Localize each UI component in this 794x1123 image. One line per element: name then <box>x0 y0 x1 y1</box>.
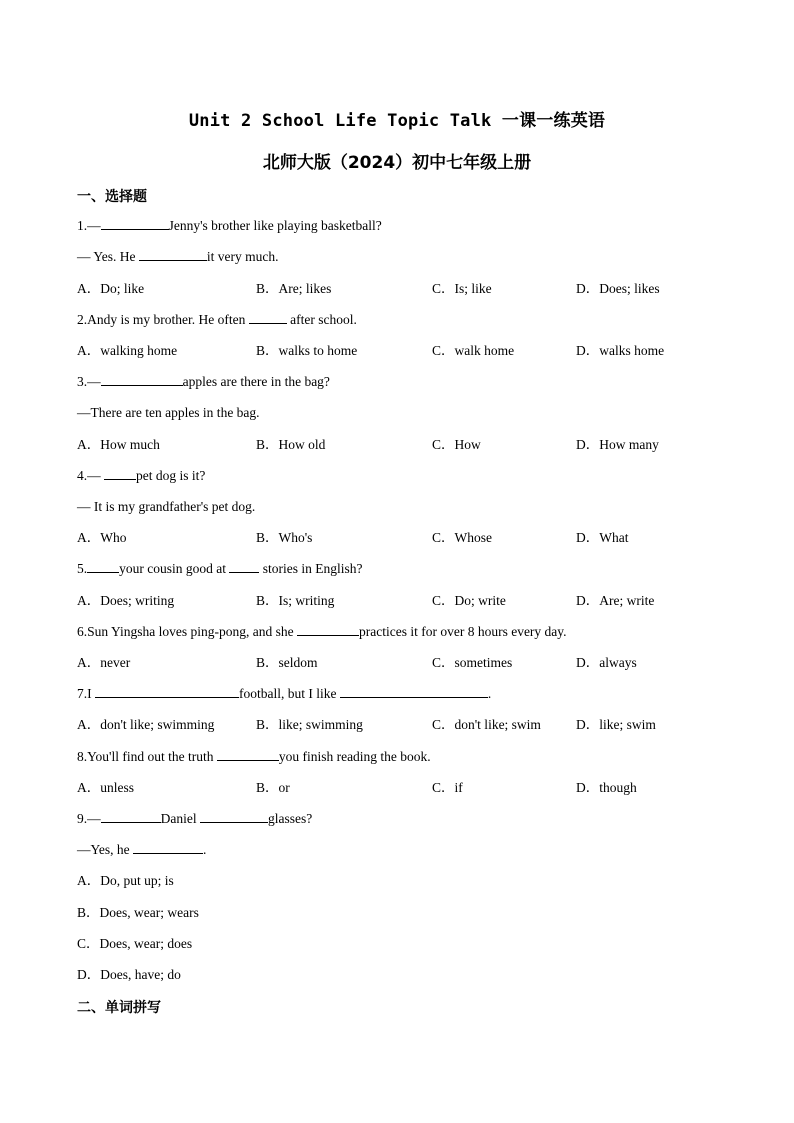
option-d: D．always <box>576 655 637 670</box>
option-b: B．walks to home <box>256 343 358 358</box>
question-1-reply <box>77 248 279 266</box>
q5-prefix: 5. <box>77 561 88 576</box>
q7-text-end: . <box>487 686 492 701</box>
option-c: C．don't like; swim <box>432 717 541 732</box>
answer-blank <box>297 623 359 636</box>
q4-text: pet dog is it? <box>136 468 206 483</box>
option-d: D．though <box>576 780 637 795</box>
option-b: B．or <box>256 780 290 795</box>
q9-text-end: glasses? <box>268 811 313 826</box>
question-4 <box>77 467 205 485</box>
option-d: D．Are; write <box>576 593 655 608</box>
option-d: D．How many <box>576 437 659 452</box>
q4-prefix: 4.— <box>77 468 104 483</box>
question-5 <box>77 560 363 578</box>
question-3-reply: —There are ten apples in the bag. <box>77 405 260 420</box>
option-c: C．sometimes <box>432 655 513 670</box>
option-c: C．Does, wear; does <box>77 936 193 951</box>
option-d: D．Does, have; do <box>77 967 181 982</box>
section-heading-spelling: 二、单词拼写 <box>77 1000 161 1016</box>
option-c: C．Do; write <box>432 593 506 608</box>
q3-text: apples are there in the bag? <box>182 374 330 389</box>
q6-text: practices it for over 8 hours every day. <box>359 624 567 639</box>
q5-text-end: stories in English? <box>259 561 363 576</box>
option-a: A．walking home <box>77 343 178 358</box>
question-1 <box>77 217 382 235</box>
answer-blank <box>101 810 161 823</box>
option-c: C．How <box>432 437 481 452</box>
answer-blank <box>133 841 203 854</box>
q2-prefix: 2.Andy is my brother. He often <box>77 312 249 327</box>
answer-blank <box>340 685 488 698</box>
option-b: B．Is; writing <box>256 593 335 608</box>
answer-blank <box>104 467 136 480</box>
option-a: A．unless <box>77 780 134 795</box>
option-a: A．Do; like <box>77 281 145 296</box>
q9-prefix: 9.— <box>77 811 101 826</box>
option-a: A．Do, put up; is <box>77 873 174 888</box>
q9-reply-text: . <box>203 842 207 857</box>
option-b: B．Are; likes <box>256 281 332 296</box>
q1-reply-prefix: — Yes. He <box>77 249 139 264</box>
answer-blank <box>87 560 119 573</box>
answer-blank <box>139 248 207 261</box>
q1-prefix: 1.— <box>77 218 101 233</box>
answer-blank <box>249 311 287 324</box>
option-c: C．Is; like <box>432 281 492 296</box>
option-d: D．Does; likes <box>576 281 660 296</box>
q1-text: Jenny's brother like playing basketball? <box>168 218 382 233</box>
answer-blank <box>200 810 268 823</box>
question-4-reply: — It is my grandfather's pet dog. <box>77 499 256 514</box>
option-a: A．How much <box>77 437 160 452</box>
q6-prefix: 6.Sun Yingsha loves ping-pong, and she <box>77 624 297 639</box>
option-d: D．walks home <box>576 343 665 358</box>
question-9-reply <box>77 841 206 859</box>
page-subtitle: 北师大版（2024）初中七年级上册 <box>262 153 532 173</box>
question-2 <box>77 311 357 329</box>
q7-text: football, but I like <box>239 686 340 701</box>
answer-blank <box>217 748 279 761</box>
option-d: D．like; swim <box>576 717 656 732</box>
question-6 <box>77 623 567 641</box>
answer-blank <box>229 560 259 573</box>
option-c: C．Whose <box>432 530 492 545</box>
answer-blank <box>101 373 183 386</box>
q5-text: your cousin good at <box>119 561 230 576</box>
section-heading-choice: 一、选择题 <box>77 189 147 205</box>
option-a: A．never <box>77 655 131 670</box>
question-8 <box>77 748 431 766</box>
option-a: A．Does; writing <box>77 593 175 608</box>
option-d: D．What <box>576 530 629 545</box>
q3-prefix: 3.— <box>77 374 101 389</box>
q9-text: Daniel <box>160 811 200 826</box>
answer-blank <box>101 217 169 230</box>
q2-text: after school. <box>286 312 357 327</box>
option-b: B．How old <box>256 437 326 452</box>
option-c: C．walk home <box>432 343 515 358</box>
page-title: Unit 2 School Life Topic Talk 一课一练英语 <box>188 111 606 131</box>
question-9 <box>77 810 312 828</box>
option-b: B．seldom <box>256 655 318 670</box>
q7-prefix: 7.I <box>77 686 95 701</box>
option-b: B．like; swimming <box>256 717 363 732</box>
q1-reply-text: it very much. <box>206 249 279 264</box>
option-b: B．Does, wear; wears <box>77 905 199 920</box>
option-b: B．Who's <box>256 530 313 545</box>
q8-text: you finish reading the book. <box>278 749 431 764</box>
q8-prefix: 8.You'll find out the truth <box>77 749 217 764</box>
q9-reply-prefix: —Yes, he <box>77 842 134 857</box>
option-c: C．if <box>432 780 463 795</box>
answer-blank <box>95 685 239 698</box>
option-a: A．Who <box>77 530 127 545</box>
question-7 <box>77 685 491 703</box>
option-a: A．don't like; swimming <box>77 717 215 732</box>
question-3 <box>77 373 330 391</box>
